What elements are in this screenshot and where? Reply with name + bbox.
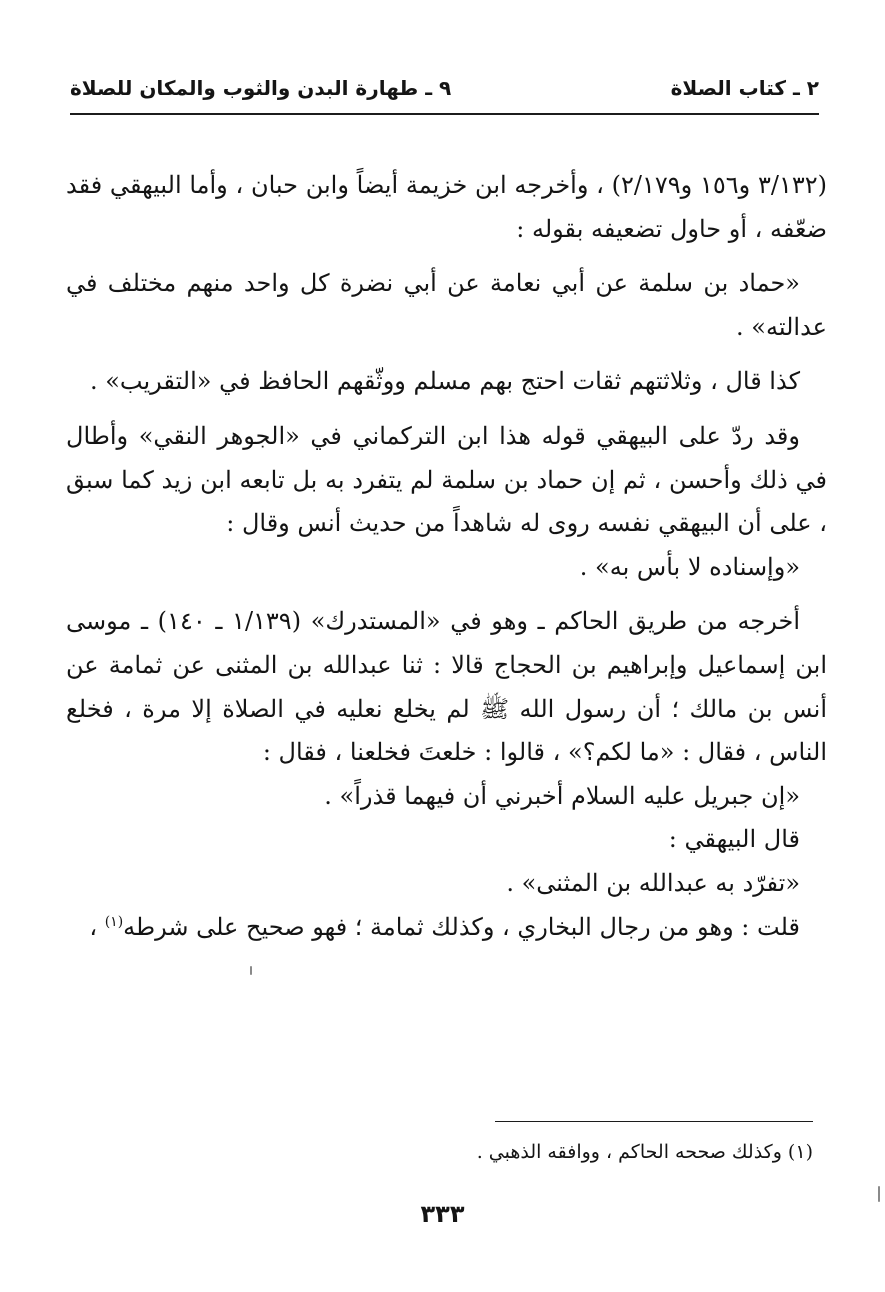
quotation: «حماد بن سلمة عن أبي نعامة عن أبي نضرة كل واحد منهم مختلف في عدالته» . <box>66 269 827 341</box>
chapter-title: ٢ ـ كتاب الصلاة <box>670 76 819 100</box>
page-number: ٣٣٣ <box>420 1200 465 1228</box>
footnote-rule <box>495 1121 813 1122</box>
quotation: «وإسناده لا بأس به» . <box>579 552 800 581</box>
paragraph-with-footnote <box>66 906 827 950</box>
paragraph: (٣/١٣٢ و١٥٦ و٢/١٧٩) ، وأخرجه ابن خزيمة أيضاً وابن حبان ، وأما البيهقي فقد ضعّفه ، أو حاول تضعيفه بقوله : <box>66 171 828 243</box>
paragraph: كذا قال ، وثلاثتهم ثقات احتج بهم مسلم ووثّقهم الحافظ في «التقريب» . <box>89 367 800 396</box>
paragraph-text: قلت : وهو من رجال البخاري ، وكذلك ثمامة ؛ فهو صحيح على شرطه <box>123 912 800 941</box>
header-rule <box>70 113 819 115</box>
paragraph: وقد ردّ على البيهقي قوله هذا ابن التركماني في «الجوهر النقي» وأطال في ذلك وأحسن ، ثم إن حماد بن سلمة لم يتفرد به بل تابعه ابن زيد كما سبق ، على أن البيهقي نفسه روى له شاهداً من حديث أنس وقال : <box>66 421 827 538</box>
running-header <box>70 68 819 108</box>
quotation: «تفرّد به عبدالله بن المثنى» . <box>506 868 800 897</box>
footnote: (١) وكذلك صححه الحاكم ، ووافقه الذهبي . <box>476 1141 813 1163</box>
footnote-marker[interactable]: (١) <box>104 913 124 930</box>
main-text <box>66 164 827 949</box>
quotation: «إن جبريل عليه السلام أخبرني أن فيهما قذراً» . <box>324 781 800 810</box>
section-title: ٩ ـ طهارة البدن والثوب والمكان للصلاة <box>70 76 452 100</box>
scan-speck <box>250 966 252 975</box>
paragraph: قال البيهقي : <box>668 825 800 854</box>
scan-speck <box>878 1186 880 1202</box>
paragraph-tail: ، <box>89 912 105 941</box>
paragraph: أخرجه من طريق الحاكم ـ وهو في «المستدرك» (١/١٣٩ ـ ١٤٠) ـ موسى ابن إسماعيل وإبراهيم بن الحجاج قالا : ثنا عبدالله بن المثنى عن ثمامة عن أنس بن مالك ؛ أن رسول الله ﷺ لم يخلع نعليه في الصلاة إلا مرة ، فخلع الناس ، فقال : «ما لكم؟» ، قالوا : خلعتَ فخلعنا ، فقال : <box>66 607 827 767</box>
